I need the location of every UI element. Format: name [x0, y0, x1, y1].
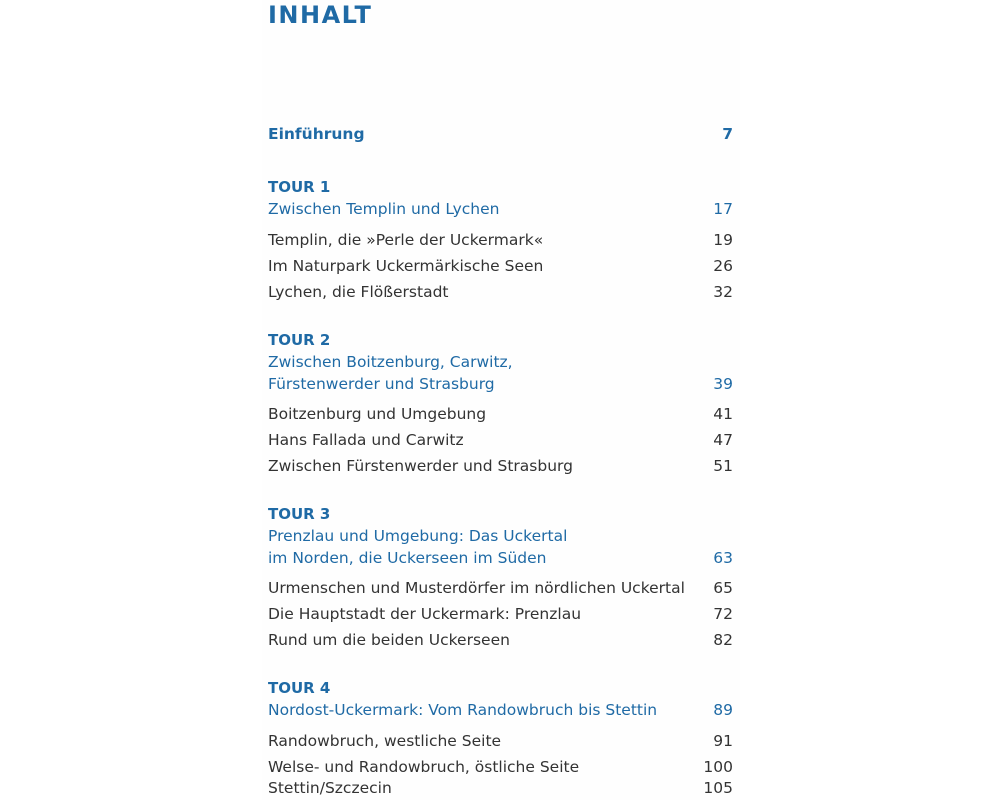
toc-entry-page: 47	[713, 431, 733, 449]
tour-2-heading-line-2[interactable]	[268, 372, 733, 396]
toc-entry-page: 65	[713, 579, 733, 597]
tour-3-heading-line: im Norden, die Uckerseen im Süden	[268, 549, 547, 567]
page-title: INHALT	[268, 1, 373, 29]
tour-2-heading-page: 39	[713, 375, 733, 393]
toc-entry-page: 72	[713, 605, 733, 623]
toc-entry-page: 19	[713, 231, 733, 249]
toc-entry-label: Templin, die »Perle der Uckermark«	[268, 231, 544, 249]
toc-entry-label: Zwischen Fürstenwerder und Strasburg	[268, 457, 573, 475]
toc-entry-page: 91	[713, 732, 733, 750]
toc-entry-page: 82	[713, 631, 733, 649]
tour-4-label: TOUR 4	[268, 679, 331, 697]
toc-entry-page: 51	[713, 457, 733, 475]
toc-entry-label: Hans Fallada und Carwitz	[268, 431, 464, 449]
tour-2-label: TOUR 2	[268, 331, 331, 349]
toc-entry[interactable]	[268, 729, 733, 753]
toc-entry-label: Stettin/Szczecin	[268, 779, 392, 797]
toc-entry-label: Boitzenburg und Umgebung	[268, 405, 487, 423]
toc-entry[interactable]	[268, 402, 733, 426]
toc-intro-page: 7	[722, 125, 733, 143]
toc-entry-page: 105	[703, 779, 733, 797]
toc-entry[interactable]	[268, 628, 733, 652]
toc-entry-label: Die Hauptstadt der Uckermark: Prenzlau	[268, 605, 582, 623]
toc-entry-label: Im Naturpark Uckermärkische Seen	[268, 257, 544, 275]
toc-intro-label: Einführung	[268, 125, 365, 143]
tour-3-heading-line-2[interactable]	[268, 546, 733, 570]
toc-entry[interactable]	[268, 776, 733, 800]
toc-entry[interactable]	[268, 280, 733, 304]
tour-4-heading-page: 89	[713, 701, 733, 719]
toc-entry-page: 32	[713, 283, 733, 301]
toc-entry-page: 26	[713, 257, 733, 275]
toc-entry[interactable]	[268, 428, 733, 452]
tour-4-heading-line: Nordost-Uckermark: Vom Randowbruch bis Stettin	[268, 701, 658, 719]
tour-3-heading-line: Prenzlau und Umgebung: Das Uckertal	[268, 527, 568, 545]
tour-4-heading[interactable]	[268, 698, 733, 722]
toc-entry[interactable]	[268, 602, 733, 626]
tour-3-heading-line-1[interactable]	[268, 524, 733, 548]
toc-entry-page: 100	[703, 758, 733, 776]
toc-entry[interactable]	[268, 254, 733, 278]
page-background	[262, 0, 740, 800]
toc-entry[interactable]	[268, 454, 733, 478]
tour-1-heading[interactable]	[268, 197, 733, 221]
toc-entry-label: Welse- und Randowbruch, östliche Seite	[268, 758, 580, 776]
tour-3-label: TOUR 3	[268, 505, 331, 523]
tour-1-heading-page: 17	[713, 200, 733, 218]
tour-2-heading-line: Fürstenwerder und Strasburg	[268, 375, 495, 393]
toc-entry-page: 41	[713, 405, 733, 423]
tour-2-heading-line: Zwischen Boitzenburg, Carwitz,	[268, 353, 513, 371]
toc-entry-label: Rund um die beiden Uckerseen	[268, 631, 510, 649]
tour-1-heading-line: Zwischen Templin und Lychen	[268, 200, 500, 218]
toc-entry[interactable]	[268, 228, 733, 252]
toc-intro-entry[interactable]	[268, 122, 733, 146]
toc-entry-label: Randowbruch, westliche Seite	[268, 732, 502, 750]
tour-1-label: TOUR 1	[268, 178, 331, 196]
toc-entry-label: Urmenschen und Musterdörfer im nördlichen Uckertal	[268, 579, 685, 597]
toc-entry[interactable]	[268, 576, 733, 600]
tour-2-heading-line-1[interactable]	[268, 350, 733, 374]
tour-3-heading-page: 63	[713, 549, 733, 567]
toc-entry-label: Lychen, die Flößerstadt	[268, 283, 449, 301]
